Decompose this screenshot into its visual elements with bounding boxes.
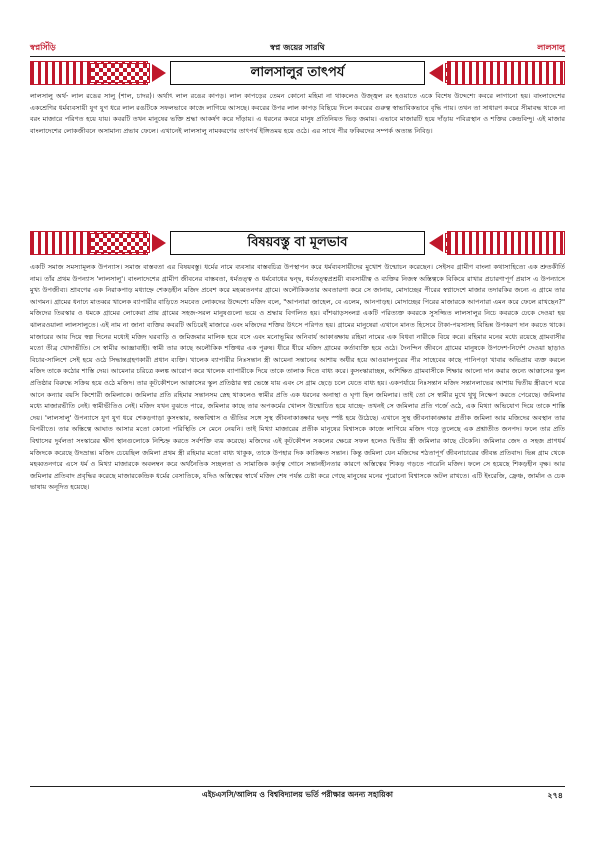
- banner-ornament-right: [447, 231, 565, 255]
- page-number: ২৭৪: [547, 791, 563, 800]
- header-chapter: লালসালু: [537, 43, 565, 52]
- paragraph-theme: একটি সমাজ সমস্যামূলক উপন্যাস। সমাজ বাস্তবতা এর বিষয়বস্তু। ধর্মের নামে ব্যবসার বাস্তবচিত্র উপস্থাপন করে ধর্মব্যবসায়ীদের মুখোশ উন্মোচন করেছেন। সেইসব গ্রামীণ বাংলা কথাসাহিত্যে এক শ্রুতকীর্তি নাম। তাঁর প্রথম উপন্যাস 'লালসালু'। বাংলাদেশের গ্রামীণ জীবনের বাস্তবতা, ধর্মতত্ত্ব ও ধর্মবোধের দ্বন্দ্ব, ধর্মতত্ত্বপ্রশ্রয়ী ব্যবসায়ীত্ব ও ব্যক্তির নিজস্ব অস্তিত্বকে বিকিয়ে রাখার প্রচারণাপূর্ণ প্রয়াস এ উপন্যাসে মুখ্য উপজীব্য। শ্রাবণের এক নিরাকপাড় মধ্যাহ্নে শেকড়হীন মজিদ প্রবেশ করে মহব্বতনগর গ্রামে। অলৌকিকতার অবতারণা করে সে জানায়, মোদাচ্ছের পীরের স্বপ্নাদেশে মাজার তদারকির জন্যে এ গ্রামে তার আগমন। গ্রামের ধনাঢ্য মাতব্বর খালেক ব্যাপারীর বাড়িতে সমবেত লোকদের উদ্দেশ্যে মজিদ বলে, "আপনারা জাহেল, বে এলেম, আনপাড়হ। মোদাচ্ছের পিরের মাজারকে আপনারা এমন করে ফেলে রাখছেন?" মজিদের তিরস্কার ও ধমকে গ্রামের লোকেরা প্রায় গ্রামের সহজ-সরল মানুষগুলো ভয়ে ও শ্রদ্ধায় বিগলিত হয়। বাঁশঝাড়সংলগ্ন একটি পরিত্যক্ত কবরকে সুসজ্জিত লালসালুর নিচে কবরকে ঢেকে দেওয়া হয় ঝালরওয়ালা লালসালুতে। এই নাম না জানা ব্যক্তির কবরটি অচিরেই মাজারে এবং মজিদের শক্তির উৎসে পরিণত হয়। গ্রামের মানুষেরা এখানে মানত হিসেবে টাকা-পয়সাসহ বিভিন্ন উপকরণ দান করতে থাকে। মাজারের আয় দিয়ে স্বল্প দিনের মধ্যেই মজিদ ঘরবাড়ি ও জমিজমার মালিক হয়ে বসে এবং মনোভূমির অনিবার্য আকাঙ্ক্ষায় রহিমা নামের এক বিধবা নারীকে বিয়ে করে। রহিমার মনের মধ্যে রয়েছে গ্রামবাসীর মতো তীব্র খোদাভীতি। সে স্বামীর আজ্ঞাবাহী। স্বামী তার কাছে অলৌকিক শক্তিধর এক পুরুষ। ধীরে ধীরে মজিদ গ্রামের কর্তাব্যক্তি হয়ে ওঠে। দৈনন্দিন জীবনে গ্রামের মানুষকে উপদেশ-নির্দেশ দেওয়া ছাড়াও বিচার-সালিশে সেই হয়ে ওঠে সিদ্ধান্তগ্রহণকারী প্রধান ব্যক্তি। খালেক ব্যাপারীর নিঃসন্তান স্ত্রী আমেনা সন্তানের আশায় অধীর হয়ে আওয়ালপুরের পীর সাহেবের কাছে পানিপড়া খাবার অভিপ্রায় ব্যক্ত করলে মজিদ তাকে কঠোর শাস্তি দেয়। আমেনার চরিত্রে কলঙ্ক আরোপ করে খালেক ব্যাপারীকে দিয়ে তাকে তালাক দিতে বাধ্য করে। কুসংস্কারাচ্ছন্ন, অশিক্ষিত গ্রামবাসীকে শিক্ষার আলো দান করার জন্যে আক্কাসের স্কুল প্রতিষ্ঠার বিরুদ্ধে সক্রিয় হয়ে ওঠে মজিদ। তার কূটকৌশলে আক্কাসের স্কুল প্রতিষ্ঠার স্বপ্ন ভেস্তে যায় এবং সে গ্রাম ছেড়ে চলে যেতে বাধ্য হয়। একপর্যায়ে নিঃসন্তান মজিদ সন্তানলাভের আশায় দ্বিতীয় স্ত্রীরূপে ঘরে আনে কন্যার বয়সি কিশোরী জমিলাকে। জমিলার প্রতি রহিমার সন্তানসম স্নেহ থাকলেও স্বামীর প্রতি এক ধরনের অনাস্থা ও ঘৃণা ছিল জমিলার। তাই তো সে স্বামীর মুখে থুথু নিক্ষেপ করতে পেরেছে। জমিলার মধ্যে মাজারভীতি নেই। স্বামীভীতিও নেই। মজিদ যখন বুঝতে পারে, জমিলার কাছে তার অপকর্মের খোলস উন্মোচিত হয়ে যাচ্ছে- তখনই সে জমিলার প্রতি গর্জে ওঠে, এক মিথ্যা অভিযোগ দিয়ে তাকে শাস্তি দেয়। 'লালসালু' উপন্যাসে যুগ যুগ ধরে শেকড়গাড়া কুসংস্কার, অন্ধবিশ্বাস ও ভীতির সঙ্গে সুস্থ জীবনাকাঙ্ক্ষার দ্বন্দ্ব স্পষ্ট হয়ে উঠেছে। এখানে সুস্থ জীবনাকাঙ্ক্ষার প্রতীক জমিলা আর মজিদের অবস্থান তার বিপরীতে। তার অস্তিত্বে আঘাত আসার মতো কোনো পরিস্থিতি সে মেনে নেয়নি। তাই মিথ্যা মাজারের প্রতীক মানুষের বিশ্বাসকে কাজে লাগিয়ে মজিদ গড়ে তুলেছে এক প্রশ্নাতীত জনপদ। ফলে তার প্রতি বিশ্বাসের দুর্বলতা সংস্কারের ক্ষীণ স্থানগুলোকে নিশ্চিহ্ন করতে সর্বশক্তি ব্যয় করেছে। মজিদের এই কূটকৌশল সকলের ক্ষেত্রে সফল হলেও দ্বিতীয় স্ত্রী জমিলার কাছে টেকেনি। জমিলার জেদ ও সহজ প্রাণধর্ম মজিদকে করেছে উদভ্রান্ত। মজিদ চেয়েছিল জমিলা প্রথম স্ত্রী রহিমার মতো বাধ্য থাকুক, তাকে উপহার দিক কাঙ্ক্ষিত সন্তান। কিন্তু জমিলা যেন মজিদের শঠতাপূর্ণ জীবনাচারের জীবন্ত প্রতিবাদ। ভিন্ন গ্রাম থেকে মহব্বতনগরে এসে ধর্ম ও মিথ্যা মাজারকে অবলম্বন করে অর্থনৈতিক সচ্ছলতা ও সামাজিক কর্তৃত্ব গোনে সন্তানহীনতার কারণে অস্তিত্বের শিকড় গড়তে পারেনি মজিদ। ফলে সে হয়েছে শিকড়হীন বৃক্ষ। আর জমিলার প্রতিবাদ প্রবৃদ্ধির করেছে মাজারকেন্দ্রিক ধর্মের বেসাতিকে, যদিও অস্তিত্বের স্বার্থে মজিদ শেষ পর্যন্ত চেষ্টা করে গেছে মানুষের মনের পুরোনো বিশ্বাসকে অটল রাখতে। এটি ইংরেজি, ফ্রেঞ্চ, জার্মান ও চেক ভাষায় অনূদিত হয়েছে।: [30, 263, 565, 492]
- section-title-theme: বিষয়বস্তু বা মূলভাব: [170, 231, 425, 255]
- section-banner-significance: [30, 61, 565, 85]
- banner-arrow-left-icon: [152, 64, 166, 82]
- footer-title: এইচএসসি/আলিম ও বিশ্ববিদ্যালয় ভর্তি পরীক্ষার অনন্য সহায়িকা: [202, 790, 393, 799]
- section-body-significance: [30, 91, 565, 137]
- header-tagline: স্বপ্ন জয়ের সারথি: [270, 43, 325, 52]
- banner-arrow-right-icon: [429, 64, 443, 82]
- header-divider: [30, 56, 565, 57]
- section-body-theme: [30, 262, 565, 494]
- header-brand: স্বপ্নসিঁড়ি: [30, 43, 56, 52]
- banner-checker-left: [90, 63, 150, 83]
- paragraph-significance: লালসালু অর্থ- লাল রঙের সালু (শাল, চাদর)। অর্থাৎ লাল রঙের কাপড়। লাল কাপড়ের তেমন কোনো মহিমা না থাকলেও উজ্জ্বল রং হওয়াতে একে বিশেষ উদ্দেশ্যে কবরে লাগানো হয়। বাংলাদেশের একশ্রেণির ধর্মব্যবসায়ী যুগ যুগ ধরে লাল রঙটিকে সফলভাবে কাজে লাগিয়ে আসছে। কবরের উপর লাল কাপড় বিছিয়ে দিলে কবরের গুরুত্ব স্বাভাবিকভাবে বৃদ্ধি পায়। তখন তা সাধারণ কবরে সীমাবদ্ধ থাকে না বরং মাজারে পরিণত হয়ে যায়। কবরটি তখন মানুষের ভক্তি শ্রদ্ধা আকর্ষণ করে দাঁড়ায়। এ ধরনের কবরে মানুষ প্রতিনিয়ত ভিড় জমায়। এভাবে মাজারটি হয়ে দাঁড়ায় পবিত্রস্থান ও শক্তির কেন্দ্রবিন্দু। এই মাজার বাংলাদেশের লোকজীবনে অসামান্য প্রভাব ফেলে। এখানেই লালসালু নামকরণের তাৎপর্য ইঙ্গিতময় হয়ে ওঠে। এর সাথে পীর ফকিরদের সম্পর্ক অত্যন্ত নিবিড়।: [30, 92, 565, 135]
- banner-checker-left: [90, 233, 150, 253]
- footer-divider: [30, 786, 565, 787]
- banner-arrow-left-icon: [152, 234, 166, 252]
- banner-ornament-right: [447, 61, 565, 85]
- banner-arrow-right-icon: [429, 234, 443, 252]
- section-banner-theme: [30, 231, 565, 255]
- section-title-significance: লালসালুর তাৎপর্য: [170, 61, 425, 85]
- page-header: [30, 42, 565, 54]
